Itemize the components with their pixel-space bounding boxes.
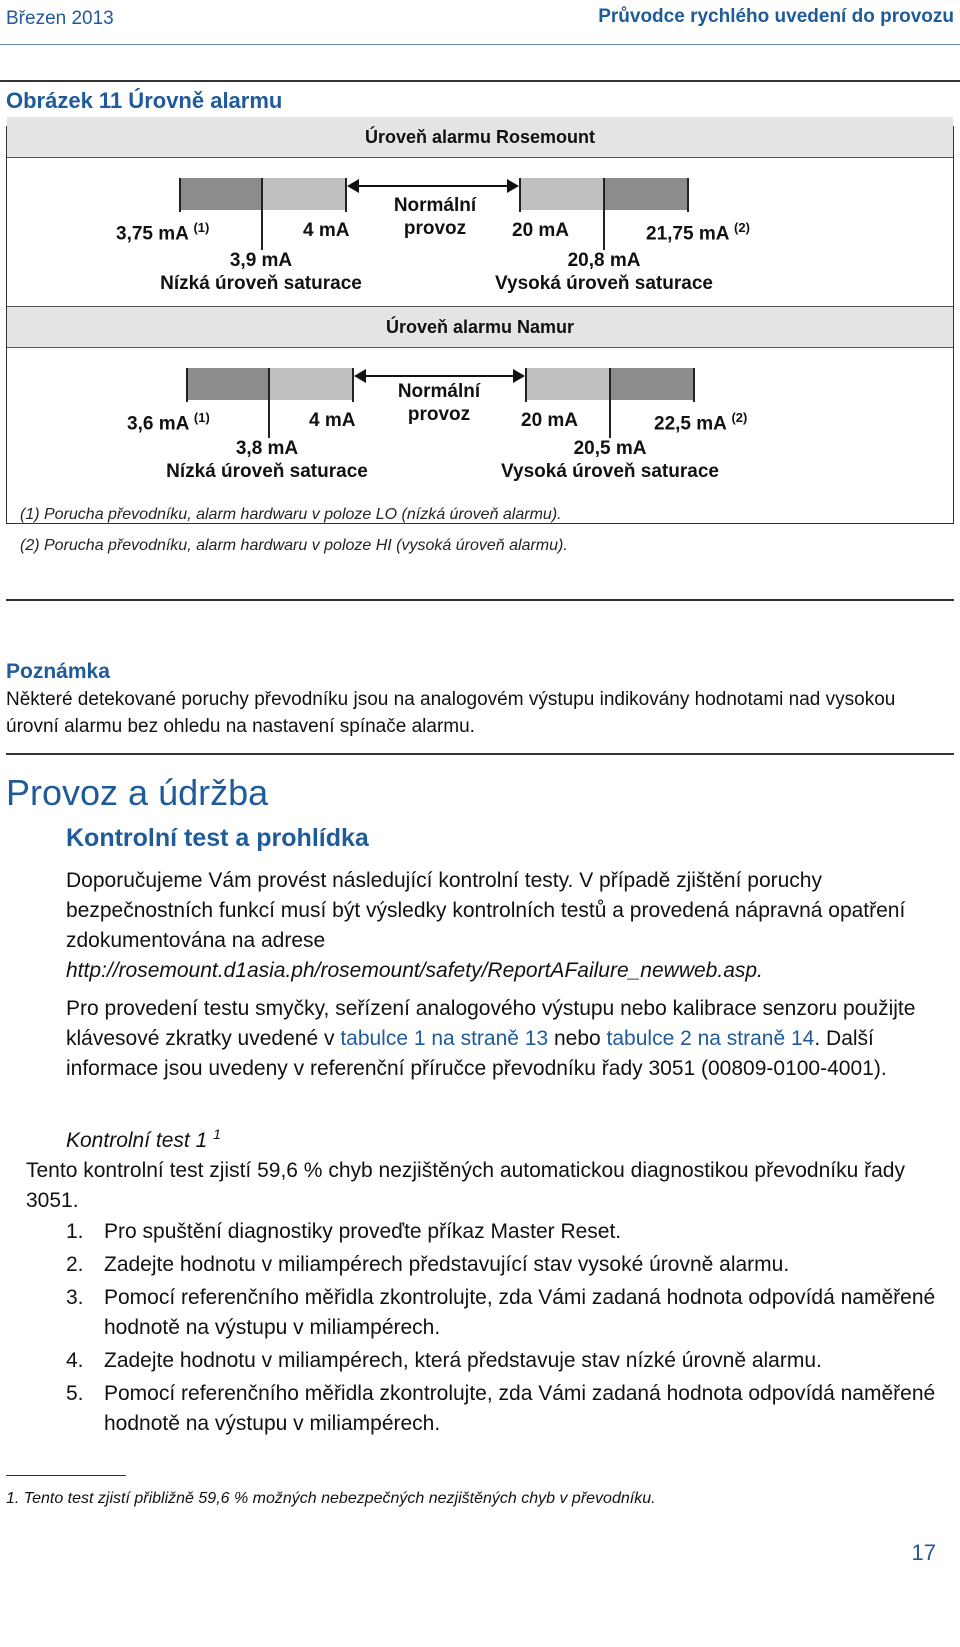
report-failure-url: http://rosemount.d1asia.ph/rosemount/safety/ReportAFailure_newweb.asp.	[66, 959, 763, 982]
rosemount-high-alarm-label: 21,75 mA $^{(2)}$	[646, 220, 750, 245]
rosemount-low-alarm-segment	[180, 178, 262, 210]
page-footnote: 1. Tento test zjistí přibližně 59,6 % možných nebezpečných nezjištěných chyb v převodníku.	[6, 1490, 656, 1507]
rosemount-low-sat-label	[120, 249, 402, 295]
rosemount-normal-line1: Normální	[393, 195, 477, 216]
namur-20ma-label: 20 mA	[521, 410, 579, 431]
namur-tick-high-sat	[609, 368, 611, 438]
step-number: 4.	[66, 1349, 84, 1372]
namur-normal-line1: Normální	[397, 381, 481, 402]
step-number: 1.	[66, 1220, 84, 1243]
list-item	[66, 1217, 946, 1247]
rosemount-tick-20ma	[519, 178, 521, 212]
rosemount-tick-high-sat	[603, 178, 605, 250]
rosemount-high-sat-segment	[520, 178, 604, 210]
rosemount-low-alarm-label: 3,75 mA $^{(1)}$	[116, 220, 210, 245]
namur-tick-high-alarm	[693, 368, 695, 402]
rosemount-high-sat-value: 20,8 mA	[567, 250, 641, 271]
namur-normal-line2: provoz	[407, 404, 471, 425]
namur-low-sat-value: 3,8 mA	[235, 438, 299, 459]
rosemount-high-sat-label	[464, 249, 744, 295]
list-item	[66, 1283, 946, 1343]
note-title: Poznámka	[6, 660, 110, 683]
namur-low-alarm-label: 3,6 mA $^{(1)}$	[127, 410, 210, 435]
figure-title: Obrázek 11 Úrovně alarmu	[6, 88, 283, 113]
rosemount-tick-high-alarm	[687, 178, 689, 212]
step-text: Pomocí referenčního měřidla zkontrolujte, zda Vámi zadaná hodnota odpovídá naměřené hodnotě na výstupu v miliampérech.	[104, 1286, 936, 1339]
proof-test-steps	[66, 1217, 946, 1442]
proof-test-intro: Tento kontrolní test zjistí 59,6 % chyb nezjištěných automatickou diagnostikou převodníku řady 3051.	[26, 1159, 905, 1212]
rosemount-low-sat-value: 3,9 mA	[229, 250, 293, 271]
namur-high-sat-segment	[526, 368, 610, 400]
note-bottom-rule	[6, 753, 954, 755]
note-body: Některé detekované poruchy převodníku jsou na analogovém výstupu indikovány hodnotami nad vysokou úrovní alarmu bez ohledu na nastavení spínače alarmu.	[6, 689, 896, 737]
paragraph-loop-test-text-c: . Další informace jsou uvedeny v referenční příručce převodníku řady 3051 (00809-0100-4001).	[66, 1027, 887, 1080]
namur-low-sat-label	[124, 437, 410, 483]
step-number: 3.	[66, 1286, 84, 1309]
section-title: Provoz a údržba	[6, 772, 269, 813]
step-text: Pomocí referenčního měřidla zkontrolujte, zda Vámi zadaná hodnota odpovídá naměřené hodnotě na výstupu v miliampérech.	[104, 1382, 936, 1435]
rosemount-low-sat-text: Nízká úroveň saturace	[160, 273, 362, 294]
rosemount-tick-low-sat	[261, 178, 263, 250]
namur-tick-low-alarm	[186, 368, 188, 402]
namur-low-sat-text: Nízká úroveň saturace	[166, 461, 368, 482]
step-text: Zadejte hodnotu v miliampérech, která představuje stav nízké úrovně alarmu.	[104, 1349, 822, 1372]
rosemount-normal-range-arrow	[358, 185, 510, 187]
proof-test-title: Kontrolní test 1 $^1$	[66, 1126, 221, 1152]
list-item	[66, 1250, 946, 1280]
rosemount-tick-low-alarm	[179, 178, 181, 212]
namur-tick-low-sat	[268, 368, 270, 438]
rosemount-20ma-label: 20 mA	[512, 220, 570, 241]
namur-high-sat-value: 20,5 mA	[573, 438, 647, 459]
namur-4ma-label: 4 mA	[309, 410, 356, 431]
link-table-2[interactable]: tabulce 2 na straně 14	[606, 1027, 815, 1050]
figure-footnote-2: (2) Porucha převodníku, alarm hardwaru v poloze HI (vysoká úroveň alarmu).	[20, 537, 568, 554]
namur-band-title: Úroveň alarmu Namur	[7, 306, 953, 348]
step-number: 5.	[66, 1382, 84, 1405]
namur-high-sat-text: Vysoká úroveň saturace	[501, 461, 719, 482]
namur-tick-20ma	[525, 368, 527, 402]
namur-high-alarm-label: 22,5 mA $^{(2)}$	[654, 410, 748, 435]
step-text: Pro spuštění diagnostiky proveďte příkaz Master Reset.	[104, 1220, 622, 1243]
paragraph-loop-test	[66, 994, 946, 1084]
list-item	[66, 1379, 946, 1439]
paragraph-loop-test-text-a: Pro provedení testu smyčky, seřízení analogového výstupu nebo kalibrace senzoru použijte klávesové zkratky uvedené v	[66, 997, 916, 1050]
header-date: Březen 2013	[6, 8, 114, 29]
paragraph-proof-tests	[66, 866, 946, 986]
rosemount-normal-label	[352, 194, 518, 240]
namur-normal-label	[356, 380, 522, 426]
step-text: Zadejte hodnotu v miliampérech představující stav vysoké úrovně alarmu.	[104, 1253, 790, 1276]
figure-top-rule	[0, 80, 960, 82]
namur-low-sat-segment	[269, 368, 353, 400]
rosemount-high-alarm-segment	[604, 178, 688, 210]
list-item	[66, 1346, 946, 1376]
page-number: 17	[911, 1540, 936, 1565]
page-footnote-rule	[6, 1475, 126, 1476]
namur-normal-range-arrow	[365, 375, 517, 377]
namur-high-alarm-segment	[610, 368, 694, 400]
header-guide-title: Průvodce rychlého uvedení do provozu	[598, 6, 954, 27]
namur-low-alarm-segment	[187, 368, 269, 400]
section-subtitle: Kontrolní test a prohlídka	[66, 824, 369, 852]
rosemount-normal-line2: provoz	[403, 218, 467, 239]
namur-high-sat-label	[468, 437, 752, 483]
rosemount-high-sat-text: Vysoká úroveň saturace	[495, 273, 713, 294]
rosemount-band-title: Úroveň alarmu Rosemount	[7, 117, 953, 158]
link-table-1[interactable]: tabulce 1 na straně 13	[340, 1027, 549, 1050]
note-top-rule	[6, 599, 954, 601]
paragraph-loop-test-text-b: nebo	[548, 1027, 607, 1050]
rosemount-4ma-label: 4 mA	[303, 220, 350, 241]
rosemount-low-sat-segment	[262, 178, 346, 210]
paragraph-proof-tests-text: Doporučujeme Vám provést následující kontrolní testy. V případě zjištění poruchy bezpečnostních funkcí musí být výsledky kontrolních testů a provedená nápravná opatření zdokumentována na adrese	[66, 869, 906, 952]
figure-footnote-1: (1) Porucha převodníku, alarm hardwaru v poloze LO (nízká úroveň alarmu).	[20, 506, 562, 523]
step-number: 2.	[66, 1253, 84, 1276]
rosemount-arrow-right-icon	[507, 179, 519, 193]
header-divider	[0, 44, 960, 45]
